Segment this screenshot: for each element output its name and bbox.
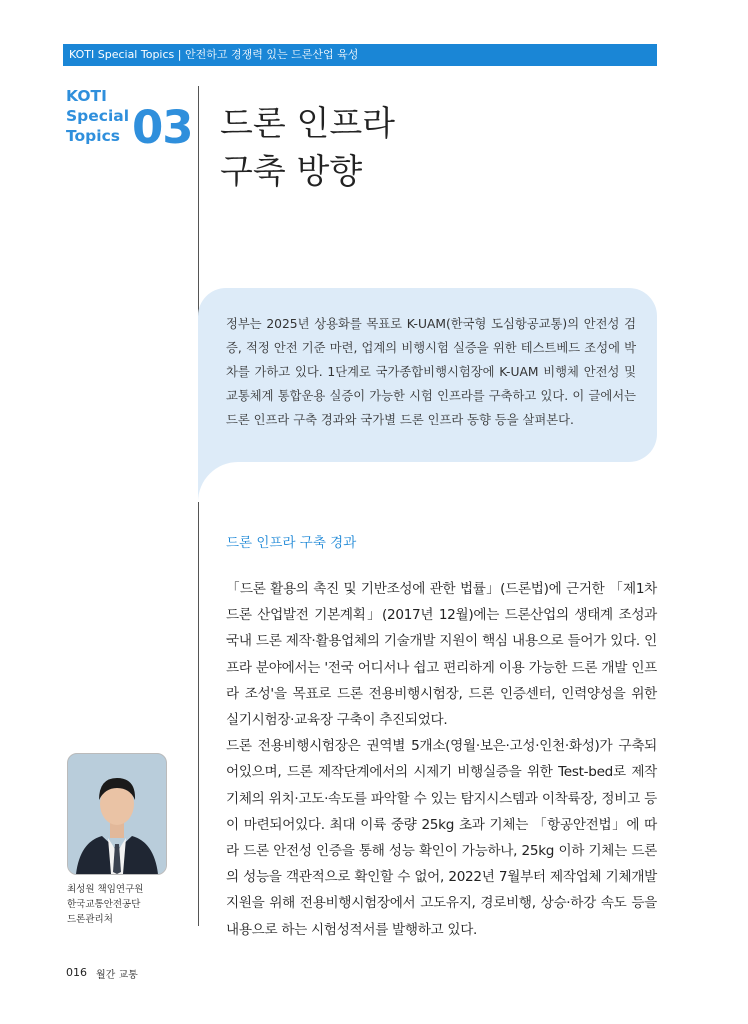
summary-text: 정부는 2025년 상용화를 목표로 K-UAM(한국형 도심항공교통)의 안전성 검증, 적정 안전 기준 마련, 업계의 비행시험 실증을 위한 테스트베드 조성에 박차를 가하고 있다. 1단계로 국가종합비행시험장에 K-UAM 비행체 안전성 및 교통체계 통합운용 실증이 가능한 시험 인프라를 구축하고 있다. 이 글에서는 드론 인프라 구축 경과와 국가별 드론 인프라 동향 등을 살펴본다. [226,317,636,427]
author-portrait-image [68,754,166,874]
magazine-name: 월간 교통 [96,970,138,981]
author-name-title: 최성원 책임연구원 [67,884,144,895]
section-subheading: 드론 인프라 구축 경과 [226,535,357,551]
vertical-divider [198,86,199,926]
section-number: 03 [132,101,193,154]
title-line-2: 구축 방향 [220,152,363,192]
body-text [226,576,657,943]
header-text: KOTI Special Topics | 안전하고 경쟁력 있는 드론산업 육성 [69,48,359,61]
author-photo [67,753,167,875]
body-paragraph-2: 드론 전용비행시험장은 권역별 5개소(영월·보은·고성·인천·화성)가 구축되어있으며, 드론 제작단계에서의 시제기 비행실증을 위한 Test-bed로 제작 기체의 위치·고도·속도를 파악할 수 있는 탐지시스템과 이착륙장, 정비고 등이 마련되어있다. 최대 이륙 중량 25kg 초과 기체는 「항공안전법」에 따라 드론 안전성 인증을 통해 성능 확인이 가능하나, 25kg 이하 기체는 드론의 성능을 객관적으로 확인할 수 없어, 2022년 7월부터 제작업체 기체개발 지원을 위해 전용비행시험장에서 고도유지, 경로비행, 상승·하강 속도 등을 내용으로 하는 시험성적서를 발행하고 있다. [226,738,657,938]
header-bar [63,44,657,66]
page-number: 016 [66,966,87,979]
body-paragraph-1: 「드론 활용의 촉진 및 기반조성에 관한 법률」(드론법)에 근거한 「제1차 드론 산업발전 기본계획」(2017년 12월)에는 드론산업의 생태계 조성과 국내 드론 제작·활용업체의 기술개발 지원이 핵심 내용으로 들어가 있다. 인프라 분야에서는 '전국 어디서나 쉽고 편리하게 이용 가능한 드론 개발 인프라 조성'을 목표로 드론 전용비행시험장, 드론 인증센터, 인력양성을 위한 실기시험장·교육장 구축이 추진되었다. [226,581,657,729]
title-line-1: 드론 인프라 [220,104,396,144]
section-label-line-1: KOTI [66,87,107,105]
author-info [67,882,143,927]
article-title [220,100,395,196]
section-label-line-3: Topics [66,127,120,145]
author-organization: 한국교통안전공단 [67,899,141,910]
section-label-line-2: Special [66,107,130,125]
author-department: 드론관리처 [67,914,113,925]
section-label [66,86,129,146]
